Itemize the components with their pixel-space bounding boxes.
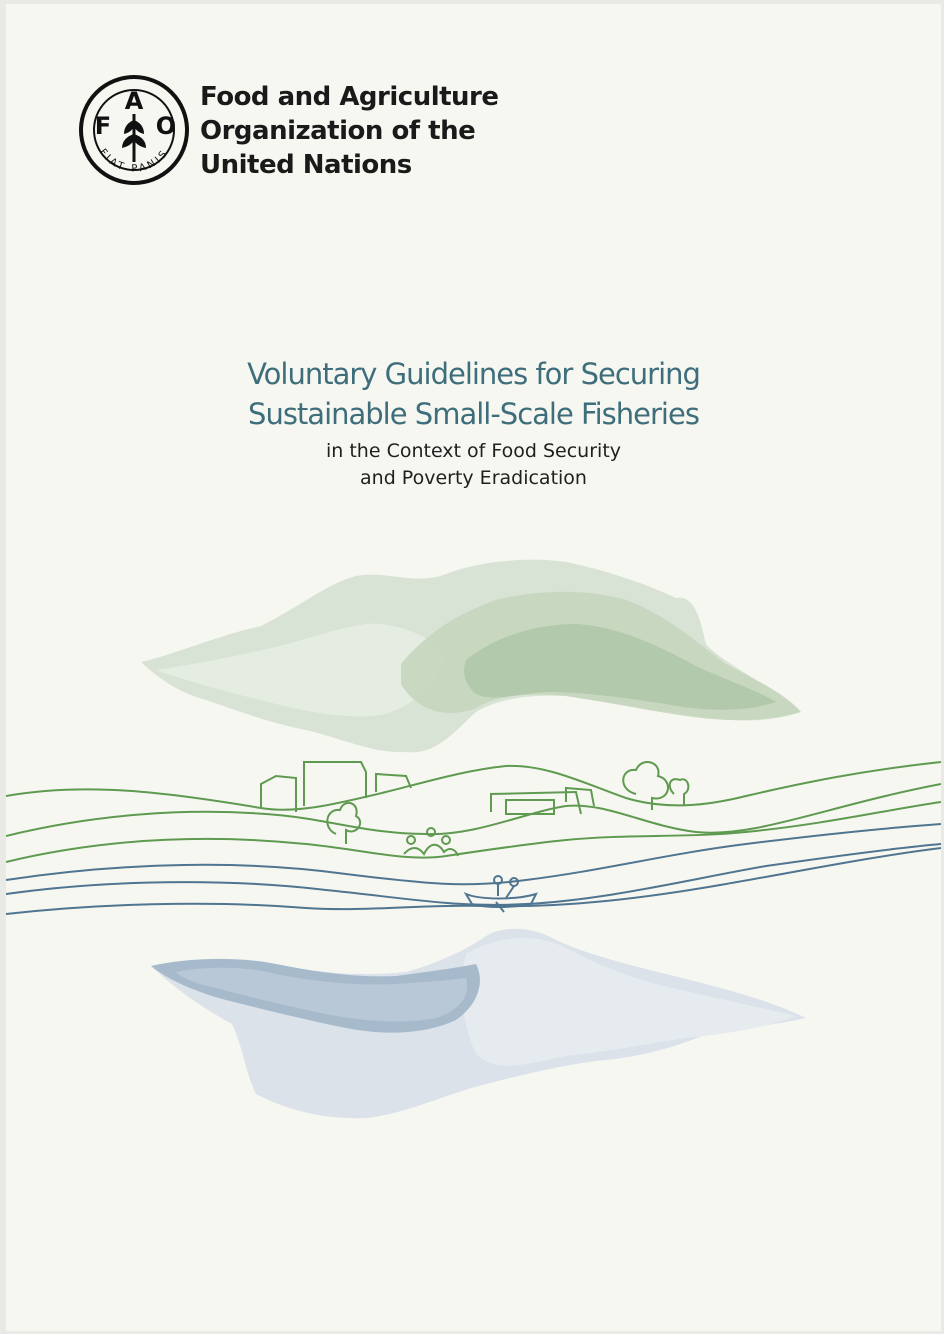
- logo-motto: FIAT PANIS: [96, 146, 172, 175]
- village-houses-icon: [6, 762, 941, 862]
- cover-illustration: [6, 544, 941, 1124]
- fishing-boat-icon: [6, 824, 941, 914]
- document-subtitle: [6, 438, 941, 492]
- org-name-line-3: United Nations: [200, 150, 412, 180]
- cover-page: [6, 4, 941, 1331]
- title-line-2: Sustainable Small-Scale Fisheries: [248, 397, 699, 431]
- document-title-block: [6, 354, 941, 492]
- logo-letter-f: F: [94, 112, 112, 140]
- logo-letter-o: O: [155, 112, 177, 140]
- subtitle-line-2: and Poverty Eradication: [360, 467, 587, 489]
- organization-name: [200, 80, 499, 182]
- org-name-line-1: Food and Agriculture: [200, 82, 499, 112]
- org-name-line-2: Organization of the: [200, 116, 476, 146]
- logo-letter-a: A: [124, 87, 144, 115]
- subtitle-line-1: in the Context of Food Security: [325, 440, 622, 462]
- fao-logo: [78, 74, 190, 186]
- title-line-1: Voluntary Guidelines for Securing: [247, 357, 700, 391]
- reflection-island-icon: [151, 929, 806, 1118]
- mountain-island-icon: [141, 560, 801, 753]
- document-title: [6, 354, 941, 434]
